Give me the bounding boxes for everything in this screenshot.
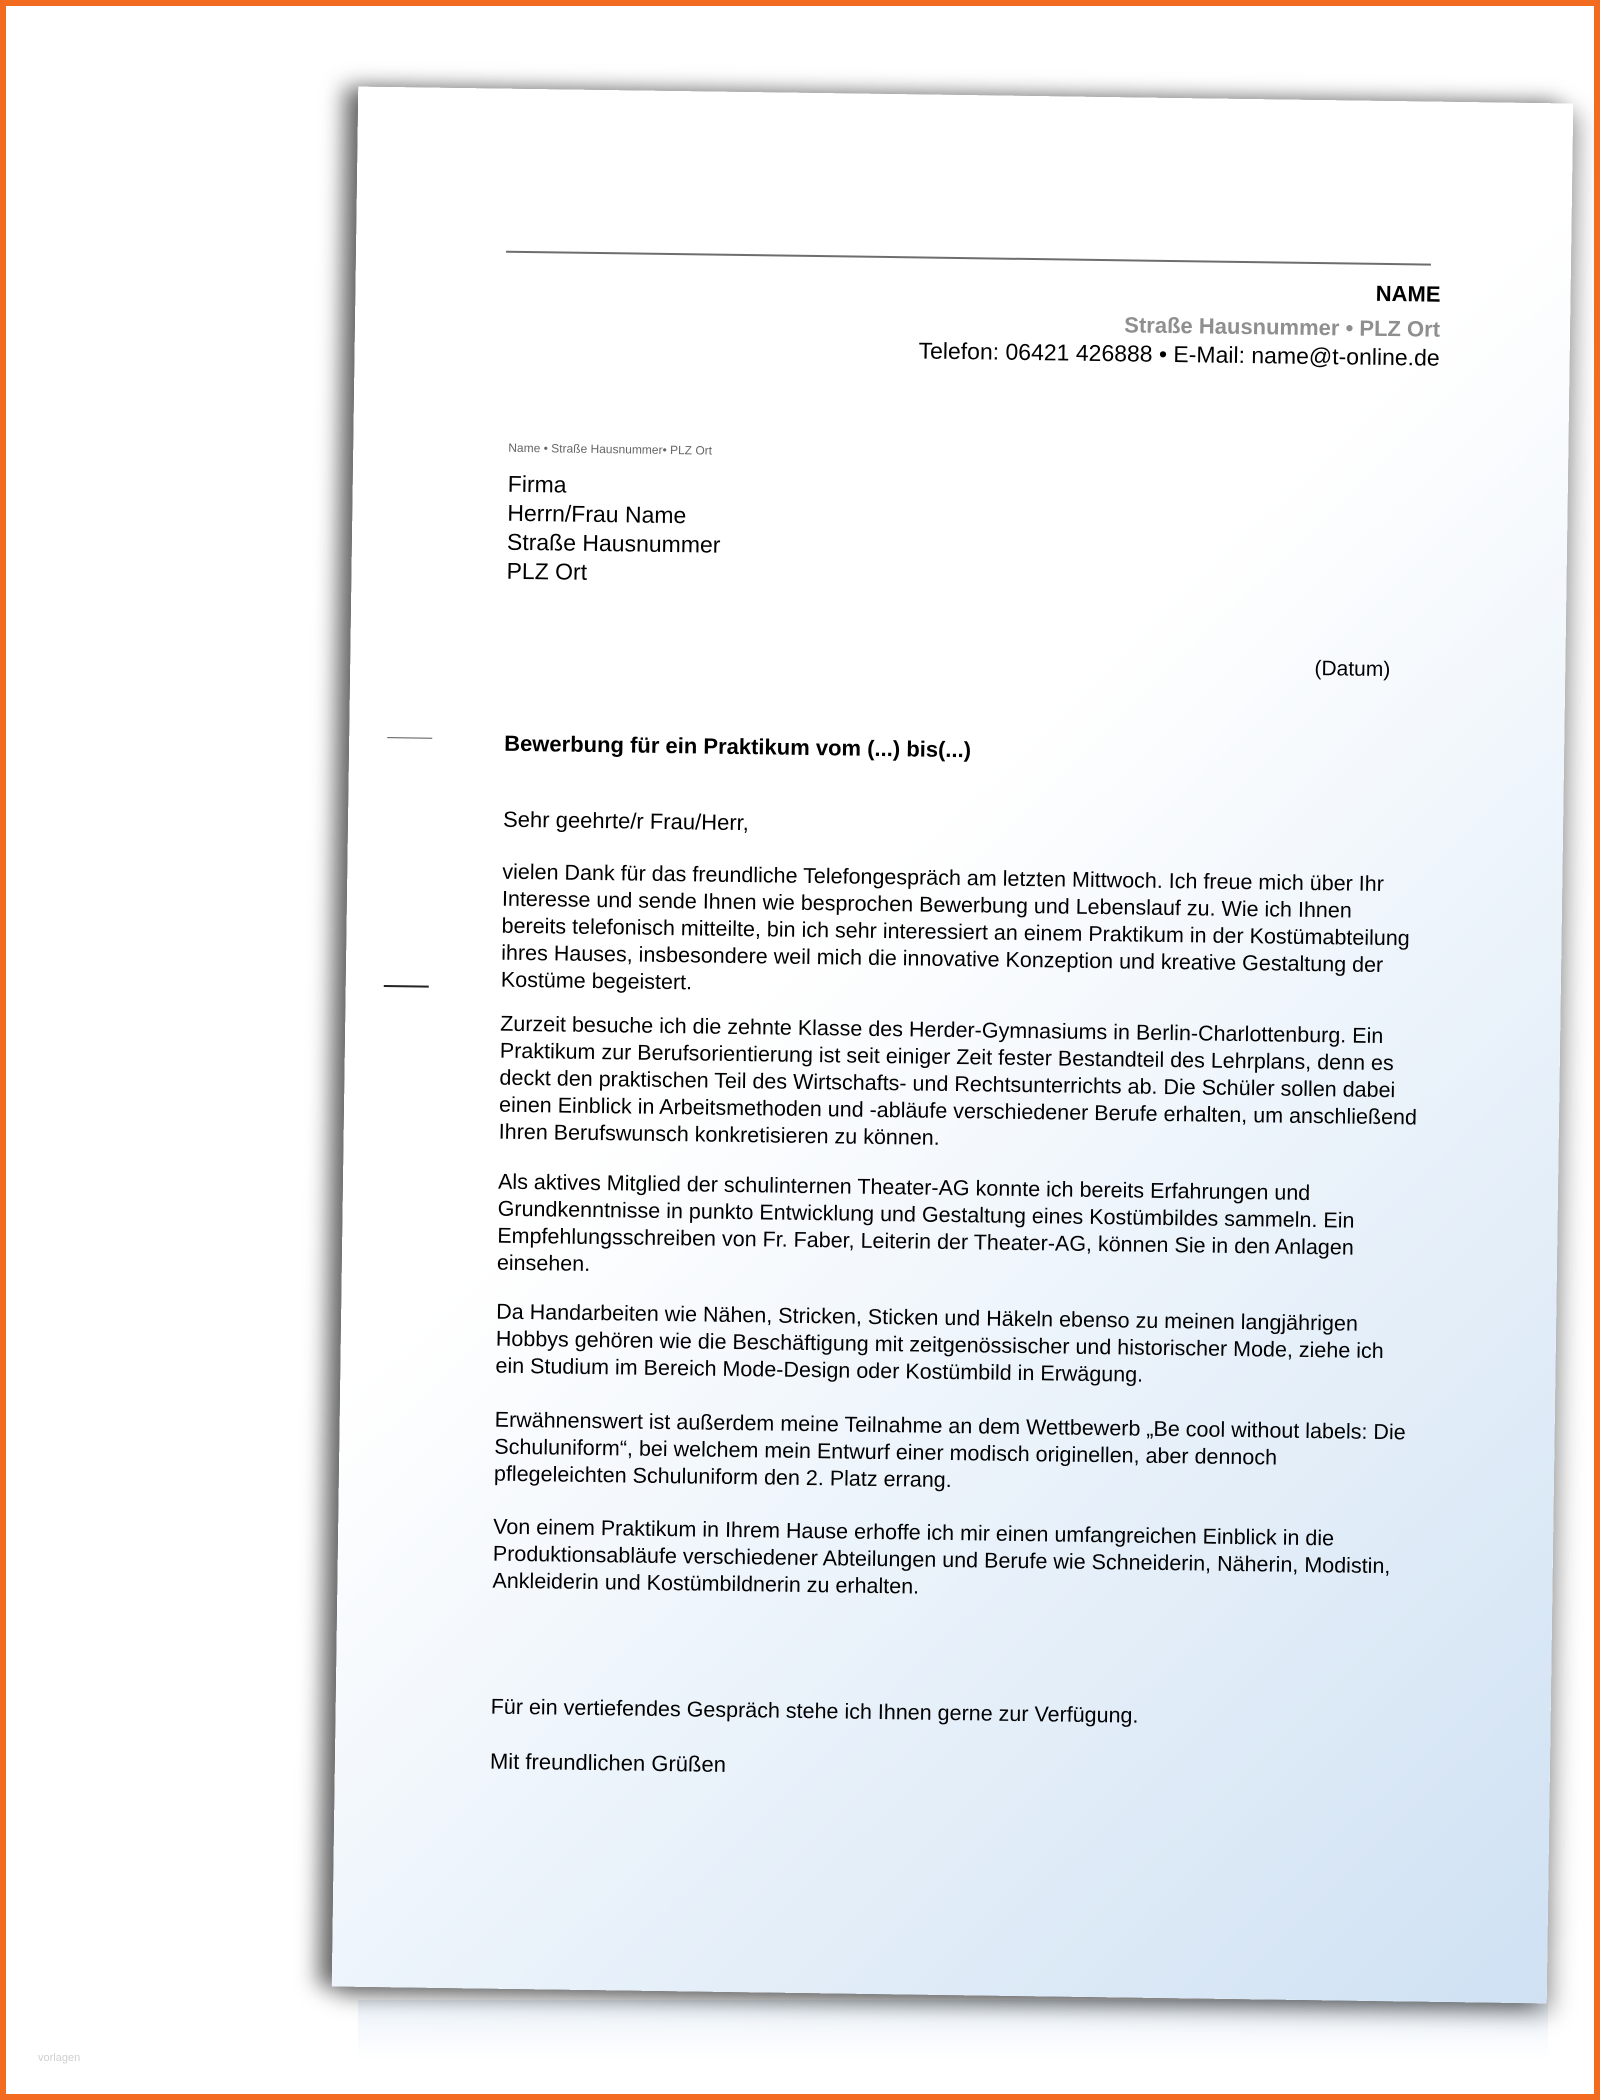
punch-mark: [384, 985, 429, 988]
recipient-street: Straße Hausnummer: [506, 528, 721, 558]
letter-subject: Bewerbung für ein Praktikum vom (...) bis(...): [503, 730, 972, 763]
recipient-company: Firma: [507, 470, 567, 498]
recipient-person: Herrn/Frau Name: [507, 499, 687, 529]
watermark-text: vorlagen: [38, 2052, 81, 2064]
sender-contact: Telefon: 06421 426888 • E-Mail: name@t-online.de: [918, 337, 1440, 371]
closing-phrase: Mit freundlichen Grüßen: [489, 1748, 727, 1777]
page-reflection: [358, 2000, 1548, 2060]
body-paragraph-4: Da Handarbeiten wie Nähen, Stricken, Sticken und Häkeln ebenso zu meinen langjährigen Hobbys gehören wie die Beschäftigung mit zeitgenössischer und historischer Mode, ziehe ich ein Studium im Bereich Mode-Design oder Kostümbild in Erwägung.: [495, 1299, 1384, 1387]
letter-date: (Datum): [1314, 657, 1391, 682]
sender-address: Straße Hausnummer • PLZ Ort: [1124, 312, 1441, 342]
body-paragraph-3: Als aktives Mitglied der schulinternen Theater-AG konnte ich bereits Erfahrungen und Grundkenntnisse in punkto Entwicklung und Gestaltung eines Kostümbildes sammeln. Ein Empfehlungsschreiben von Fr. Faber, Leiterin der Theater-AG, können Sie in den Anlagen einsehen.: [496, 1169, 1355, 1276]
salutation: Sehr geehrte/r Frau/Herr,: [502, 806, 750, 836]
return-address-line: Name • Straße Hausnummer• PLZ Ort: [508, 440, 713, 458]
body-paragraph-5: Erwähnenswert ist außerdem meine Teilnahme an dem Wettbewerb „Be cool without labels: Die Schuluniform“, bei welchem mein Entwurf einer modisch originellen, aber dennoch pflegeleichten Schuluniform den 2. Platz errang.: [493, 1407, 1406, 1493]
sender-name: NAME: [1375, 280, 1441, 307]
body-paragraph-1: vielen Dank für das freundliche Telefongespräch am letzten Mittwoch. Ich freue mich über Ihr Interesse und sende Ihnen wie besprochen Bewerbung und Lebenslauf zu. Wie ich Ihnen bereits telefonisch mitteilte, bin ich sehr interessiert an einem Praktikum in der Kostümabteilung ihres Hauses, insbesondere weil mich die innovative Konzeption und kreative Gestaltung der Kostüme begeistert.: [500, 859, 1410, 995]
header-divider: [506, 251, 1431, 266]
recipient-city: PLZ Ort: [506, 557, 588, 585]
fold-mark: [387, 737, 432, 739]
letter-page: [332, 87, 1573, 2004]
body-paragraph-2: Zurzeit besuche ich die zehnte Klasse des Herder-Gymnasiums in Berlin-Charlottenburg. Ein Praktikum zur Berufsorientierung ist seit einiger Zeit fester Bestandteil des Lehrplans, denn es deckt den praktischen Teil des Wirtschafts- und Rechtsunterrichts ab. Die Schüler sollen dabei einen Einblick in Arbeitsmethoden und -abläufe verschiedener Berufe erhalten, um anschließend Ihren Berufswunsch konkretisieren zu können.: [498, 1011, 1418, 1150]
body-paragraph-7: Für ein vertiefendes Gespräch stehe ich Ihnen gerne zur Verfügung.: [490, 1694, 1139, 1728]
body-paragraph-6: Von einem Praktikum in Ihrem Hause erhoffe ich mir einen umfangreichen Einblick in die Produktionsabläufe verschiedener Abteilungen und Berufe wie Schneiderin, Näherin, Modistin, Ankleiderin und Kostümbildnerin zu erhalten.: [492, 1514, 1391, 1599]
